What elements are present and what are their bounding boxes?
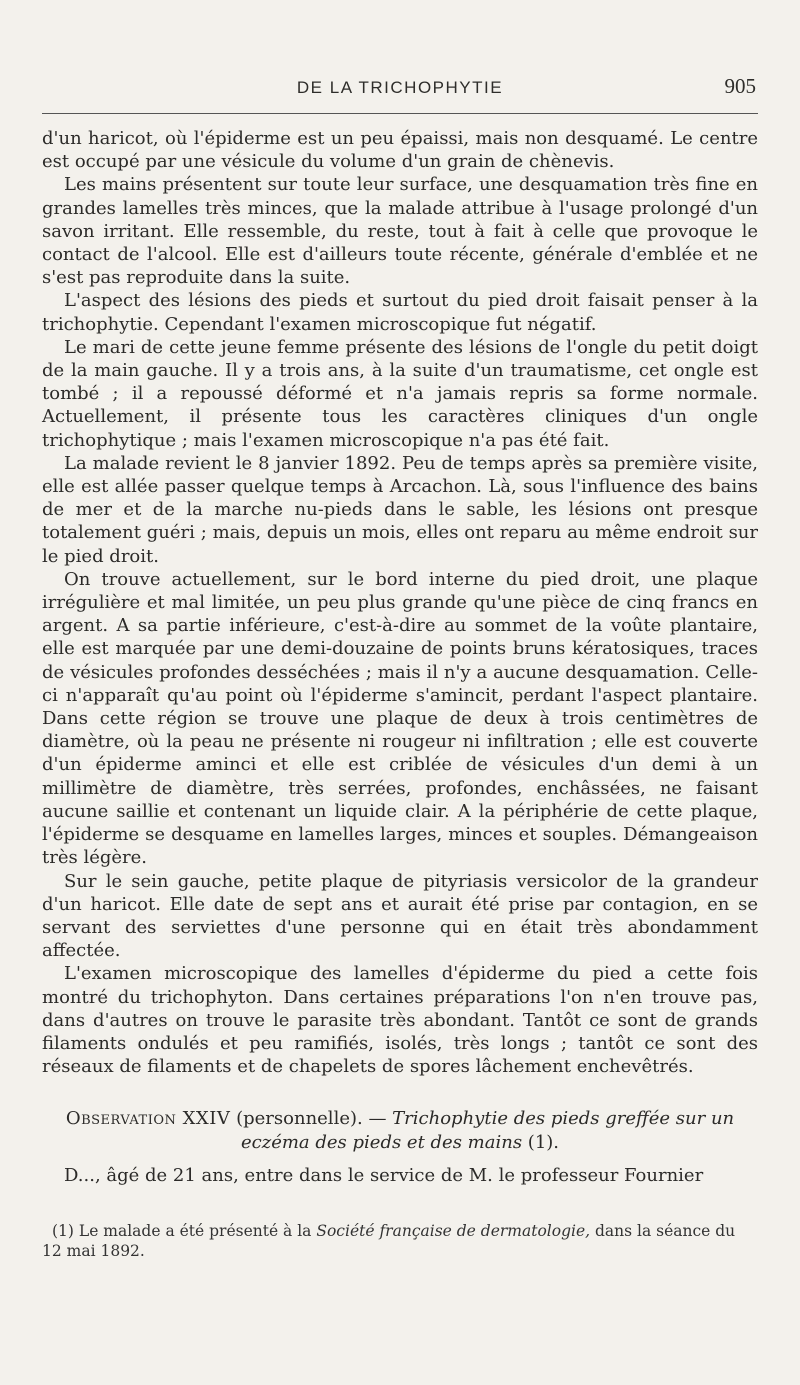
page-number: 905 [724,74,756,98]
footnote-text-before: Le malade a été présenté à la [73,1222,317,1240]
paragraph: Les mains présentent sur toute leur surface, une desquamation très fine en grandes lamelles très minces, que la malade attribue à l'usage prolongé d'un savon irritant. Elle ressemble, du reste, tout à fait à celle que provoque le contact de l'alcool. Elle est d'ailleurs toute récente, générale d'emblée et ne s'est pas reproduite dans la suite. [42,174,758,289]
footnote [42,1221,758,1261]
body-text [42,127,758,1187]
footnote-text-after: dans la séance du 12 mai 1892. [42,1222,736,1260]
paragraph: Sur le sein gauche, petite plaque de pityriasis versicolor de la grandeur d'un haricot. Elle date de sept ans et aurait été prise par contagion, en se servant des serviettes d'une personne qui en était très abondamment affectée. [42,870,758,962]
footnote-society: Société française de dermatologie, [316,1222,591,1240]
paragraph: L'examen microscopique des lamelles d'épiderme du pied a cette fois montré du trichophyton. Dans certaines préparations l'on n'en trouve pas, dans d'autres on trouve le parasite très abondant. Tantôt ce sont de grands filaments ondulés et peu ramifiés, isolés, très longs ; tantôt ce sont des réseaux de filaments et de chapelets de spores lâchement enchevêtrés. [42,963,758,1078]
paragraph: On trouve actuellement, sur le bord interne du pied droit, une plaque irrégulière et mal limitée, un peu plus grande qu'une pièce de cinq francs en argent. A sa partie inférieure, c'est-à-dire au sommet de la voûte plantaire, elle est marquée par une demi-douzaine de points bruns kératosiques, traces de vésicules profondes desséchées ; mais il n'y a aucune desquamation. Celle-ci n'apparaît qu'au point où l'épiderme s'amincit, perdant l'aspect plantaire. Dans cette région se trouve une plaque de deux à trois centimètres de diamètre, où la peau ne présente ni rougeur ni infiltration ; elle est couverte d'un épiderme aminci et elle est criblée de vésicules d'un demi à un millimètre de diamètre, très serrées, profondes, enchâssées, ne faisant aucune saillie et contenant un liquide clair. A la périphérie de cette plaque, l'épiderme se desquame en lamelles larges, minces et souples. Démangeaison très légère. [42,568,758,869]
observation-ref: (1). [527,1131,560,1153]
footnote-marker: (1) [52,1222,74,1240]
observation-qualifier: (personnelle). [236,1108,363,1130]
book-page [42,0,758,1385]
paragraph: L'aspect des lésions des pieds et surtout du pied droit faisait penser à la trichophytie. Cependant l'examen microscopique fut négatif. [42,290,758,335]
observation-dash: — [362,1108,393,1130]
paragraph: Le mari de cette jeune femme présente des lésions de l'ongle du petit doigt de la main gauche. Il y a trois ans, à la suite d'un traumatisme, cet ongle est tombé ; il a repoussé déformé et n'a jamais repris sa forme normale. Actuellement, il présente tous les caractères cliniques d'un ongle trichophytique ; mais l'examen microscopique n'a pas été fait. [42,336,758,451]
running-title: DE LA TRICHOPHYTIE [296,78,504,97]
paragraph: d'un haricot, où l'épiderme est un peu épaissi, mais non desquamé. Le centre est occupé par une vésicule du volume d'un grain de chènevis. [42,128,758,173]
page-header [42,74,758,106]
observation-heading [42,1107,758,1153]
observation-title: Trichophytie des pieds greffée sur un eczéma des pieds et des mains [240,1108,735,1153]
patient-line: D..., âgé de 21 ans, entre dans le service de M. le professeur Fournier [64,1164,704,1186]
header-rule [42,113,758,114]
paragraph: La malade revient le 8 janvier 1892. Peu de temps après sa première visite, elle est allée passer quelque temps à Arcachon. Là, sous l'influence des bains de mer et de la marche nu-pieds dans le sable, les lésions ont presque totalement guéri ; mais, depuis un mois, elles ont reparu au même endroit sur le pied droit. [42,452,758,567]
observation-label: Observation XXIV [65,1108,231,1130]
